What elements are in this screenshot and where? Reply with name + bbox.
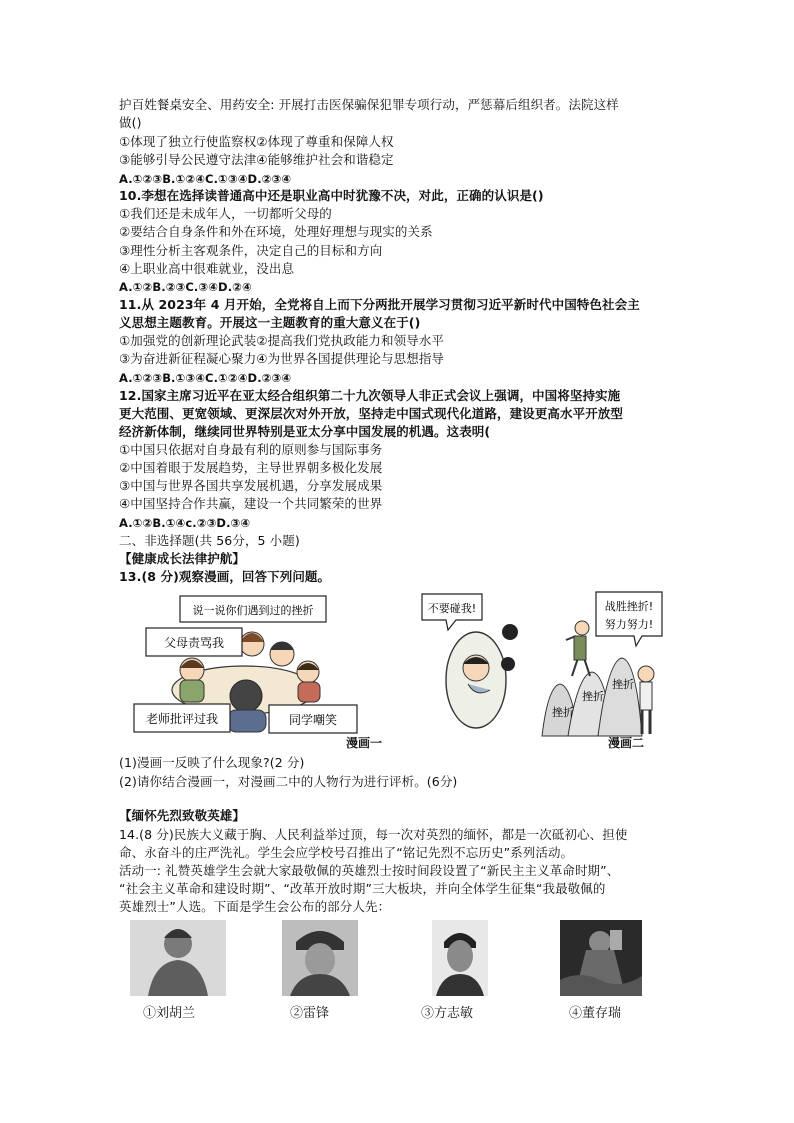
comic-2-caption: 漫画二	[608, 736, 645, 750]
q13-stem: 13.(8 分)观察漫画，回答下列问题。	[119, 569, 331, 584]
comic-1-bubble-3: 同学嘲笑	[288, 713, 338, 727]
comic-2-bubble-right-1: 战胜挫折!	[604, 600, 654, 613]
q10-stem: 10.李想在选择读普通高中还是职业高中时犹豫不决，对此，正确的认识是()	[119, 188, 544, 203]
q11-stem-1: 11.从 2023年 4 月开始，全党将自上而下分两批开展学习贯彻习近平新时代中国特色社会主	[119, 297, 640, 312]
section-heading: 二、非选择题(共 56分，5 小题)	[119, 533, 300, 548]
q11-option-2: ③为奋进新征程凝心聚力④为世界各国提供理论与思想指导	[119, 351, 445, 366]
comic-1-bubble-1: 父母责骂我	[163, 636, 225, 650]
comic-2-stone-2: 挫折	[582, 690, 604, 703]
q12-option-3: ③中国与世界各国共享发展机遇，分享发展成果	[119, 478, 383, 493]
q10-option-1: ①我们还是未成年人，一切都听父母的	[119, 206, 332, 221]
q14-line3: 活动一: 礼赞英雄学生会就大家最敬佩的英雄烈士按时间段设置了“新民主主义革命时期”、	[119, 863, 620, 878]
comic-1-caption: 漫画一	[346, 736, 383, 750]
q10-option-3: ③理性分析主客观条件，决定自己的目标和方向	[119, 243, 383, 258]
q10-option-2: ②要结合自身条件和外在环境，处理好理想与现实的关系	[119, 224, 433, 239]
q12-stem-1: 12.国家主席习近平在亚太经合组织第二十九次领导人非正式会议上强调，中国将坚持实施	[119, 388, 621, 403]
hero-caption-4: ④董存瑞	[569, 1006, 622, 1021]
q14-line1: 14.(8 分)民族大义藏于胸、人民利益举过顶，每一次对英烈的缅怀，都是一次砥初心、担使	[119, 827, 628, 842]
hero-portrait-dong-cunrui	[560, 920, 642, 996]
q11-stem-2: 义思想主题教育。开展这一主题教育的重大意义在于()	[119, 315, 421, 330]
q13-sub-1: (1)漫画一反映了什么现象?(2 分)	[119, 755, 305, 770]
q12-option-2: ②中国着眼于发展趋势，主导世界朝多极化发展	[119, 460, 383, 475]
theme-heading-1: 【健康成长法律护航】	[119, 551, 246, 566]
q9-option-2: ③能够引导公民遵守法津④能够维护社会和谐稳定	[119, 152, 394, 167]
comic-2-bubble-right-2: 努力努力!	[604, 618, 654, 631]
q11-choices: A.①②③B.①③④C.①②④D.②③④	[119, 371, 292, 385]
q12-option-1: ①中国只依据对自身最有利的原则参与国际事务	[119, 442, 383, 457]
q9-option-1: ①体现了独立行使监察权②体现了尊重和保障人权	[119, 134, 394, 149]
q14-line5: 英雄烈士”人选。下面是学生会公布的部分人先：	[119, 899, 391, 914]
hero-caption-2: ②雷锋	[290, 1006, 330, 1021]
q10-option-4: ④上职业高中很难就业，没出息	[119, 261, 295, 276]
q12-choices: A.①②B.①④c.②③D.③④	[119, 516, 251, 530]
comic-1-title-box: 说一说你们遇到过的挫折	[192, 604, 314, 617]
q12-option-4: ④中国坚持合作共赢，建设一个共同繁荣的世界	[119, 496, 383, 511]
q9-line2: 做()	[119, 115, 142, 130]
q12-stem-3: 经济新体制，继续同世界特别是亚太分享中国发展的机遇。这表明(	[119, 424, 491, 439]
comic-2-stone-3: 挫折	[612, 678, 634, 691]
hero-caption-3: ③方志敏	[421, 1006, 474, 1021]
q14-line4: “社会主义革命和建设时期”、“改革开放时期”三大板块，并向全体学生征集“我最敬佩的	[119, 881, 606, 896]
hero-caption-1: ①刘胡兰	[143, 1006, 196, 1021]
comic-2-bubble-left: 不要碰我!	[427, 602, 477, 615]
hero-portrait-fang-zhimin	[432, 920, 488, 996]
hero-portrait-liu-hulan	[130, 920, 226, 996]
q9-choices: A.①②③B.①②④C.①③④D.②③④	[119, 172, 292, 186]
comic-1-bubble-3-box	[268, 704, 360, 734]
comic-2-illustration	[418, 588, 668, 738]
q12-stem-2: 更大范围、更宽领域、更深层次对外开放，坚持走中国式现代化道路，建设更高水平开放型	[119, 406, 624, 421]
q13-sub-2: (2)请你结合漫画一，对漫画二中的人物行为进行评析。(6分)	[119, 774, 458, 789]
hero-portrait-lei-feng	[282, 920, 358, 996]
theme-heading-2: 【缅怀先烈致敬英雄】	[119, 808, 246, 823]
q14-line2: 命、永奋斗的庄严洗礼。学生会应学校号召推出了“铭记先烈不忘历史”系列活动。	[119, 845, 574, 860]
comic-1-bubble-2: 老师批评过我	[145, 712, 219, 726]
q11-option-1: ①加强党的创新理论武装②提高我们党执政能力和领导水平	[119, 333, 445, 348]
comic-2-stone-1: 挫折	[552, 706, 574, 719]
q9-line1: 护百姓餐桌安全、用药安全: 开展打击医保骗保犯罪专项行动，严惩幕后组织者。法院这样	[119, 97, 619, 112]
q10-choices: A.①②B.②③C.③④D.②④	[119, 280, 252, 294]
